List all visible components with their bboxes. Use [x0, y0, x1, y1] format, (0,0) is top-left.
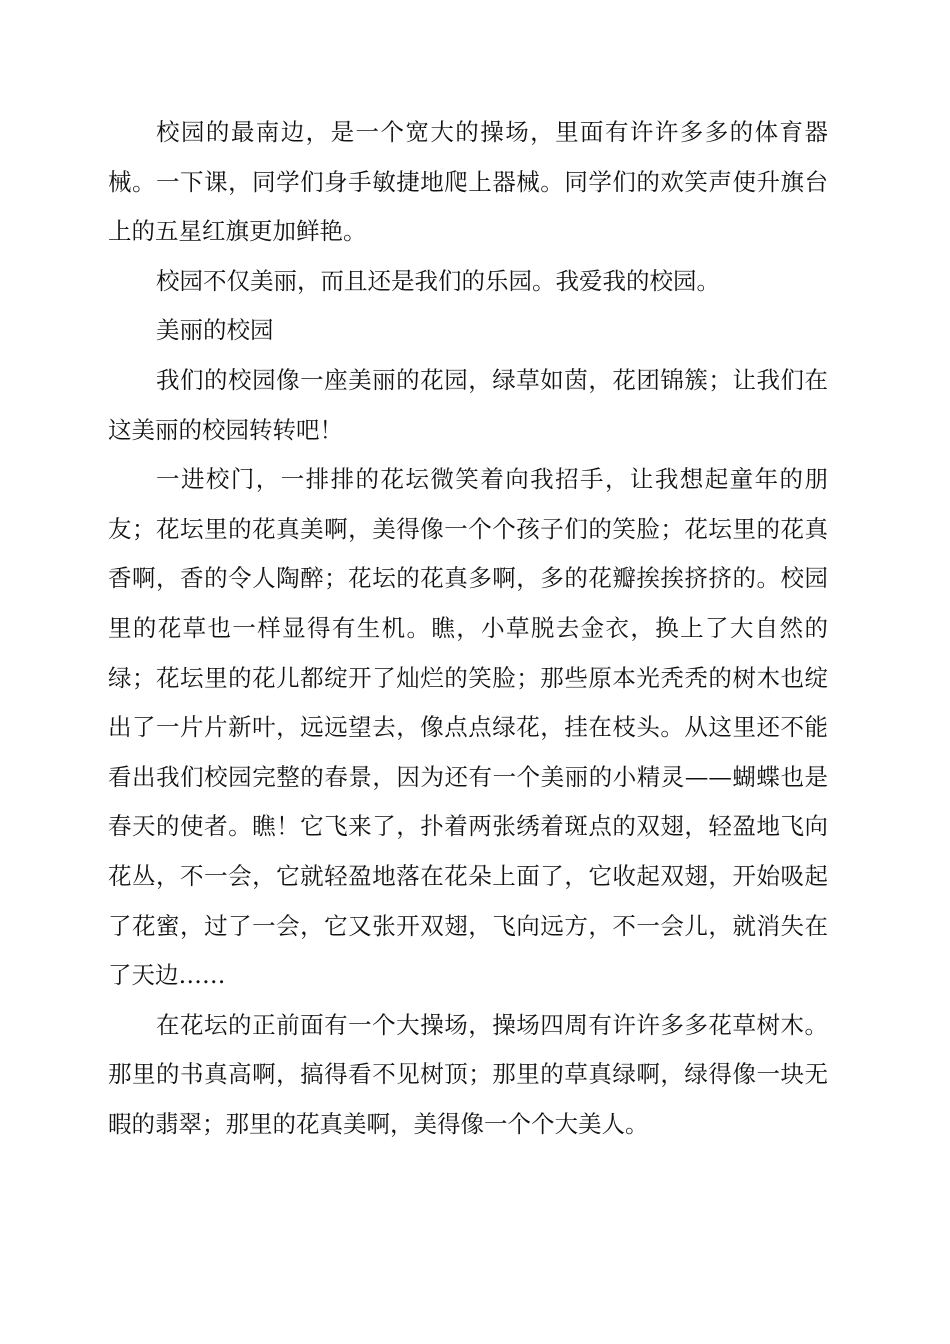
paragraph-sports-field: 在花坛的正前面有一个大操场，操场四周有许许多多花草树木。那里的书真高啊，搞得看不见树顶；那里的草真绿啊，绿得像一块无暇的翡翠；那里的花真美啊，美得像一个个大美人。: [108, 1010, 828, 1138]
paragraph-intro: 我们的校园像一座美丽的花园，绿草如茵，花团锦簇；让我们在这美丽的校园转转吧！: [108, 365, 828, 444]
paragraph-playground: 校园的最南边，是一个宽大的操场，里面有许许多多的体育器械。一下课，同学们身手敏捷地爬上器械。同学们的欢笑声使升旗台上的五星红旗更加鲜艳。: [108, 118, 828, 246]
paragraph-flowerbed: 一进校门，一排排的花坛微笑着向我招手，让我想起童年的朋友；花坛里的花真美啊，美得像一个个孩子们的笑脸；花坛里的花真香啊，香的令人陶醉；花坛的花真多啊，多的花瓣挨挨挤挤的。校园里的花草也一样显得有生机。瞧，小草脱去金衣，换上了大自然的绿；花坛里的花儿都绽开了灿烂的笑脸；那些原本光秃秃的树木也绽出了一片片新叶，远远望去，像点点绿花，挂在枝头。从这里还不能看出我们校园完整的春景，因为还有一个美丽的小精灵——蝴蝶也是春天的使者。瞧！它飞来了，扑着两张绣着斑点的双翅，轻盈地飞向花丛，不一会，它就轻盈地落在花朵上面了，它收起双翅，开始吸起了花蜜，过了一会，它又张开双翅，飞向远方，不一会儿，就消失在了天边……: [108, 465, 828, 990]
paragraph-love-campus: 校园不仅美丽，而且还是我们的乐园。我爱我的校园。: [156, 266, 720, 295]
section-title: 美丽的校园: [156, 316, 274, 345]
document-page: [108, 108, 828, 1149]
